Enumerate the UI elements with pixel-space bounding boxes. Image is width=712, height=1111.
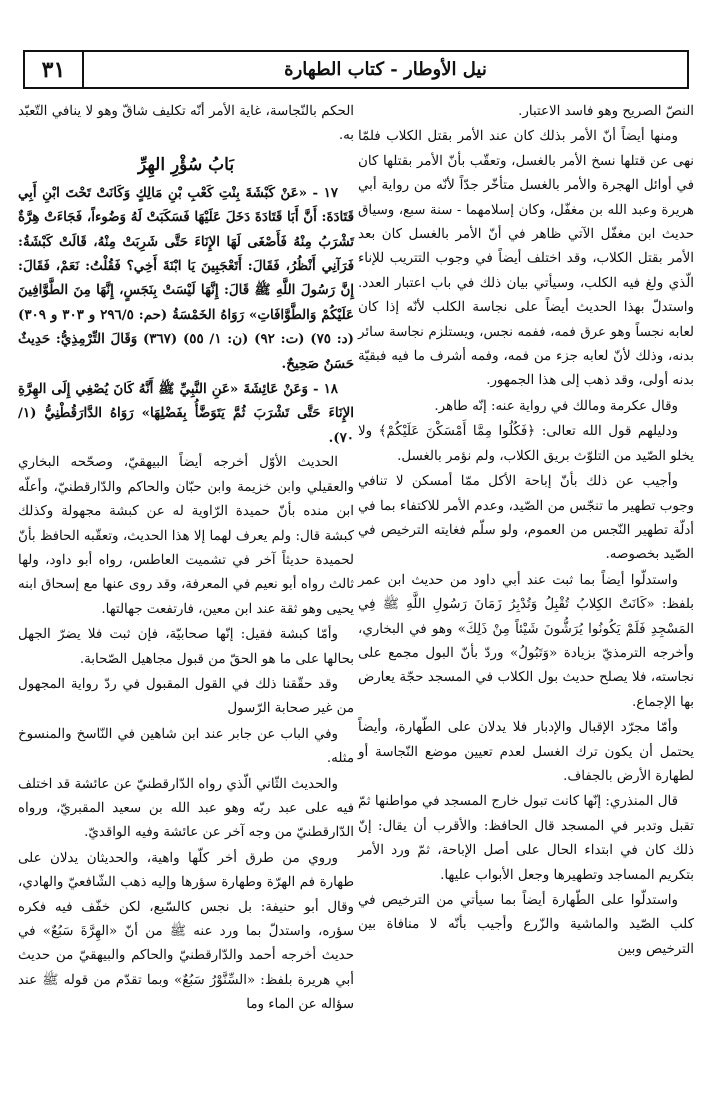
- hadith-text: ١٨ - وَعَنْ عَائِشَةَ «عَنِ النَّبِيِّ ﷺ أَنَّهُ كَانَ يُصْغِي إِلَى الهِرَّةِ الإِنَاءَ حَتَّى تَشْرَبَ ثُمَّ يَتَوَضَّأُ بِفَضْلِهَا» رَوَاهُ الدَّارَقُطْنِيُّ (١/ ٧٠).: [18, 381, 354, 446]
- running-title: نيل الأوطار - كتاب الطهارة: [284, 59, 487, 80]
- right-column: [358, 100, 694, 963]
- paragraph: وأمّا مجرّد الإقبال والإدبار فلا يدلان على الطّهارة، وأيضاً يحتمل أن يكون ترك الغسل لعدم تعيين موضع النّجاسة أو لطهارة الأرض بالجفاف.: [358, 720, 694, 784]
- paragraph: وفي الباب عن جابر عند ابن شاهين في النّاسخ والمنسوخ مثله.: [18, 726, 354, 767]
- paragraph: وقد حقّقنا ذلك في القول المقبول في ردّ رواية المجهول من غير صحابة الرّسول: [18, 676, 354, 717]
- paragraph: واستدلّوا على الطّهارة أيضاً بما سيأتي من الترخيص في كلب الصّيد والماشية والزّرع وأجيب بأنّه لا منافاة بين الترخيص وبين: [358, 893, 694, 957]
- paragraph: واستدلّوا أيضاً بما ثبت عند أبي داود من حديث ابن عمر بلفظ: «كَانَتْ الكِلابُ تُقْبِلُ وَتُدْبِرُ زَمَانَ رَسُولِ اللَّهِ ﷺ فِي المَسْجِدِ فَلَمْ يَكُونُوا يُرَشُّونَ شَيْئاً مِنْ ذَلِكَ» وهو في البخاري، وأخرجه الترمذيّ بزيادة «وَتَبُولُ» وردّ بأنّ البول مجمع على نجاسته، فلا يصلح حديث بول الكلاب في المسجد حجّة يعارض بها الإجماع.: [358, 572, 694, 710]
- paragraph: ومنها أيضاً أنّ الأمر بذلك كان عند الأمر بقتل الكلاب فلمّا نهى عن قتلها نسخ الأمر بالغسل، وتعقّب بأنّ الأمر بقتلها كان في أوائل الهجرة والأمر بالغسل متأخّر جدّاً لأنّه من رواية أبي هريرة وعبد الله بن مغفّل، وكان إسلامهما - سنة سبع، وسياق حديث ابن مغفّل الآتي ظاهر في أنّ الأمر بالغسل كان بعد الأمر بقتل الكلاب، وقد اختلف أيضاً في وجوب التتريب للإناء الّذي ولغ فيه الكلب، وسيأتي بيان ذلك في باب اعتبار العدد. واستدلّ بهذا الحديث أيضاً على نجاسة الكلب لأنّه إذا كان لعابه نجساً وهو عرق فمه، ففمه نجس، ويستلزم نجاسة سائر بدنه، وذلك لأنّ لعابه جزء من فمه، وفمه أشرف ما فيه فبقيّة بدنه أولى، وقد ذهب إلى هذا الجمهور.: [358, 129, 694, 389]
- page-header: [23, 50, 689, 89]
- left-column: [18, 100, 354, 1019]
- paragraph: النصّ الصريح وهو فاسد الاعتبار.: [518, 104, 694, 119]
- paragraph: والحديث الثّاني الّذي رواه الدّارقطنيّ عن عائشة قد اختلف فيه على عبد ربّه وهو عبد الله بن سعيد المقبريّ، ورواه الدّارقطنيّ من وجه آخر عن عائشة وفيه الواقديّ.: [18, 776, 354, 841]
- paragraph: وأمّا كبشة فقيل: إنّها صحابيّة، فإن ثبت فلا يضرّ الجهل بحالها على ما هو الحقّ من قبول مجاهيل الصّحابة.: [18, 627, 354, 667]
- paragraph: الحديث الأوّل أخرجه أيضاً البيهقيّ، وصحّحه البخاري والعقيلي وابن خزيمة وابن حبّان والحاكم والدّارقطنيّ، وأعلّه ابن منده بأنّ حميدة الرّاوية له عن كبشة مجهولة وكذلك كبشة قال: ولم يعرف لهما إلا هذا الحديث، وتعقّبه الحافظ بأنّ لحميدة حديثاً آخر في تشميت العاطس، رواه أبو داود، ولها ثالث رواه أبو نعيم في المعرفة، وقد روى عنها مع إسحاق ابنه يحيى وهو ثقة عند ابن معين، فارتفعت جهالتها.: [18, 455, 354, 617]
- page-number: ٣١: [25, 52, 84, 87]
- paragraph: وقال عكرمة ومالك في رواية عنه: إنّه طاهر.: [434, 398, 678, 414]
- paragraph: وروي من طرق أخر كلّها واهية، والحديثان يدلان على طهارة فم الهرّة وطهارة سؤرها وإليه ذهب الشّافعيّ والهادي، وقال أبو حنيفة: بل نجس كالسّبع، لكن خفّف فيه فكره سؤره، واستدلّ بما ورد عنه ﷺ من أنّ «الهِرَّةَ سَبُعٌ» في حديث أخرجه أحمد والدّارقطنيّ والحاكم والبيهقيّ من حديث أبي هريرة بلفظ: «السِّنَّوْرُ سَبُعٌ» وبما تقدّم من قوله ﷺ عند سؤاله عن الماء وما: [18, 850, 354, 1013]
- paragraph: الحكم بالنّجاسة، غاية الأمر أنّه تكليف شاقّ وهو لا ينافي التّعبّد به.: [18, 104, 354, 144]
- chapter-title: بَابُ سُؤْرِ الهِرِّ: [137, 154, 235, 175]
- paragraph: قال المنذري: إنّها كانت تبول خارج المسجد في مواطنها ثمّ تقبل وتدبر في المسجد قال الحافظ: والأقرب أن يقال: إنّ ذلك كان في ابتداء الحال على أصل الإباحة، ثمّ ورد الأمر بتكريم المساجد وتطهيرها وجعل الأبواب عليها.: [358, 794, 694, 883]
- paragraph: ودليلهم قول الله تعالى: ﴿فَكُلُوا مِمَّا أَمْسَكْنَ عَلَيْكُمْ﴾ ولا يخلو الصّيد من التلوّث بريق الكلاب، ولم نؤمر بالغسل.: [358, 424, 694, 464]
- hadith-text: ١٧ - «عَنْ كَبْشَةَ بِنْتِ كَعْبِ بْنِ مَالِكٍ وَكَانَتْ تَحْتَ ابْنِ أَبِي قَتَادَةَ: أَنَّ أَبَا قَتَادَةَ دَخَلَ عَلَيْهَا فَسَكَبَتْ لَهُ وَضُوءاً، فَجَاءَتْ هِرَّةٌ تَشْرَبُ مِنْهُ فَأَصْغَى لَهَا الإِنَاءَ حَتَّى شَرِبَتْ مِنْهُ، قَالَتْ كَبْشَةُ: فَرَآنِي أَنْظُرُ، فَقَالَ: أَتَعْجَبِينَ يَا ابْنَةَ أَخِي؟ فَقُلْتُ: نَعَمْ، فَقَالَ: إِنَّ رَسُولَ اللَّهِ ﷺ قَالَ: إِنَّهَا لَيْسَتْ بِنَجَسٍ، إِنَّهَا مِنَ الطَّوَّافِينَ عَلَيْكُمْ وَالطَّوَّافَاتِ» رَوَاهُ الخَمْسَةُ (حم: ٢٩٦/٥ و ٣٠٣ و ٣٠٩) (د: ٧٥) (ت: ٩٢) (ن: ١/ ٥٥) (٣٦٧) وَقَالَ التِّرْمِذِيُّ: حَدِيثٌ حَسَنٌ صَحِيحٌ.: [18, 184, 355, 372]
- paragraph: وأجيب عن ذلك بأنّ إباحة الأكل ممّا أمسكن لا تنافي وجوب تطهير ما تنجّس من الصّيد، وعدم الأمر للاكتفاء بما في أدلّة تطهير النّجس من العموم، ولو سلّم فغايته الترخيص في الصّيد بخصوصه.: [358, 474, 694, 563]
